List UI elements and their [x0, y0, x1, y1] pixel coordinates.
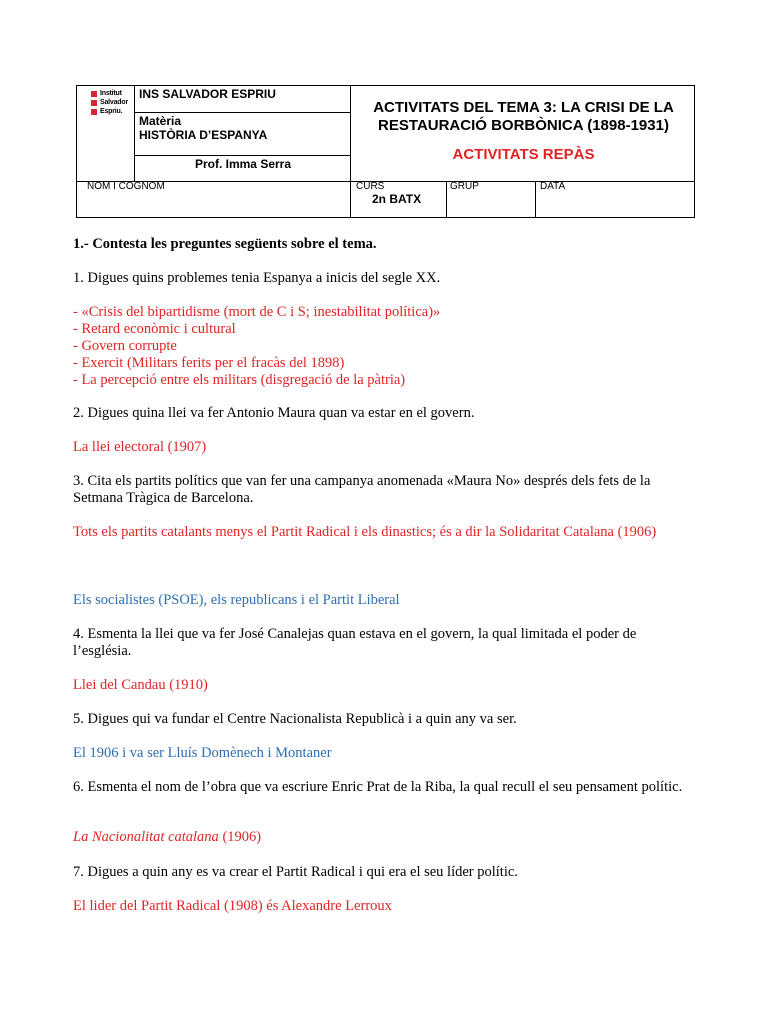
list-item: - Govern corrupte: [73, 338, 177, 354]
list-item: - Exercit (Militars ferits per el fracàs del 1898): [73, 355, 345, 371]
section-heading: 1.- Contesta les preguntes següents sobre el tema.: [73, 236, 377, 252]
book-title: La Nacionalitat catalana: [73, 829, 219, 845]
list-item: - La percepció entre els militars (disgregació de la pàtria): [73, 372, 406, 388]
answer-2: La llei electoral (1907): [73, 439, 207, 455]
question-2: 2. Digues quina llei va fer Antonio Maura quan va estar en el govern.: [73, 405, 475, 421]
answer-7: El lider del Partit Radical (1908) és Alexandre Lerroux: [73, 898, 392, 914]
logo-line-2: Salvador: [100, 99, 128, 106]
course-field-value: 2n BATX: [372, 192, 422, 206]
header-table: [76, 85, 695, 218]
question-4: 4. Esmenta la llei que va fer José Canalejas quan estava en el govern, la qual limitada el poder de l’església.: [73, 626, 637, 659]
page-title: ACTIVITATS DEL TEMA 3: LA CRISI DE LA RESTAURACIÓ BORBÒNICA (1898-1931): [373, 99, 674, 134]
question-3: 3. Cita els partits polítics que van fer una campanya anomenada «Maura No» després dels fets de la Setmana Tràgica de Barcelona.: [73, 473, 651, 506]
question-1: 1. Digues quins problemes tenia Espanya a inicis del segle XX.: [73, 270, 441, 286]
answer-1-list: [73, 304, 698, 389]
answer-4: Llei del Candau (1910): [73, 677, 208, 693]
answer-3-alt: Els socialistes (PSOE), els republicans i el Partit Liberal: [73, 592, 400, 608]
page-subtitle: ACTIVITATS REPÀS: [452, 146, 595, 163]
subject-label: Matèria: [139, 114, 182, 128]
question-6: 6. Esmenta el nom de l’obra que va escriure Enric Prat de la Riba, la qual recull el seu pensament polític.: [73, 779, 683, 795]
school-logo: [91, 89, 141, 125]
logo-line-3: Espriu.: [100, 108, 123, 115]
subject-value: HISTÒRIA D’ESPANYA: [139, 128, 268, 142]
answer-3: Tots els partits catalants menys el Partit Radical i els dinastics; és a dir la Solidaritat Catalana (1906): [73, 524, 657, 540]
list-item: - «Crisis del bipartidisme (mort de C i S; inestabilitat política)»: [73, 304, 441, 320]
answer-6-year: (1906): [218, 829, 262, 845]
subject-block: [139, 114, 267, 142]
school-name: INS SALVADOR ESPRIU: [139, 87, 276, 101]
answer-6: [73, 829, 698, 846]
group-field-label: GRUP: [450, 181, 479, 192]
answer-5: El 1906 i va ser Lluís Domènech i Montaner: [73, 745, 332, 761]
question-7: 7. Digues a quin any es va crear el Partit Radical i qui era el seu líder polític.: [73, 864, 518, 880]
list-item: - Retard econòmic i cultural: [73, 321, 236, 337]
course-field-label: CURS: [356, 181, 385, 192]
name-field-label: NOM I COGNOM: [87, 181, 165, 192]
date-field-label: DATA: [540, 181, 566, 192]
question-5: 5. Digues qui va fundar el Centre Nacionalista Republicà i a quin any va ser.: [73, 711, 517, 727]
teacher-name: Prof. Imma Serra: [194, 157, 292, 171]
logo-line-1: Institut: [100, 90, 122, 97]
